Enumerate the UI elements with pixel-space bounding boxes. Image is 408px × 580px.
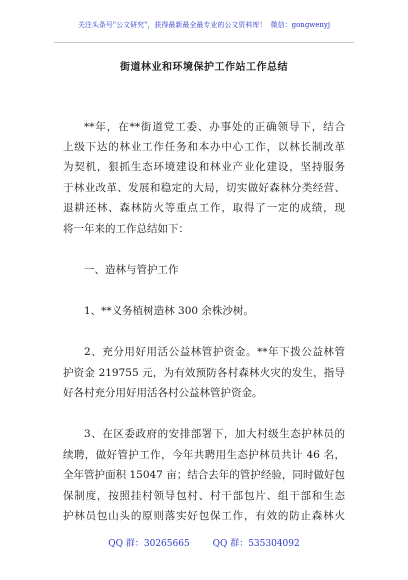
body-line: 护资金 219755 元，为有效预防各村森林火灾的发生，指导 xyxy=(63,367,345,379)
footer-qq-group-1: QQ 群：30265665 xyxy=(108,539,190,549)
body-line: 退耕还林、森林防火等重点工作，取得了一定的成绩，现 xyxy=(63,202,345,214)
body-line: 全年管护面积 15047 亩；结合去年的管护经验，同时做好包 xyxy=(63,469,345,481)
body-line: **年，在**街道党工委、办事处的正确领导下，结合 xyxy=(84,121,345,133)
body-line: 保制度，按照挂村领导包村、村干部包片、组干部和生态 xyxy=(63,490,345,502)
header-wechat-text: 微信：gongwenyj xyxy=(270,21,331,29)
body-line: 1、**义务植树造林 300 余株沙树。 xyxy=(84,305,254,317)
body-line: 为契机，狠抓生态环境建设和林业产业化建设，坚持服务 xyxy=(63,161,345,173)
body-line: 上级下达的林业工作任务和本办中心工作，以林长制改革 xyxy=(63,141,345,153)
body-line: 2、充分用好用活公益林管护资金。**年下拨公益林管 xyxy=(84,346,345,358)
footer-qq-group-2: QQ 群：535304092 xyxy=(212,539,300,549)
body-line: 3、在区委政府的安排部署下，加大村级生态护林员的 xyxy=(84,428,345,440)
header-follow-text: 关注头条号"公文研究"，获得最新最全最专业的公文资料库！ xyxy=(77,21,267,29)
footer-contact xyxy=(0,536,408,549)
section-heading: 一、造林与管护工作 xyxy=(84,264,179,276)
body-line: 于林业改革、发展和稳定的大局，切实做好森林分类经营、 xyxy=(63,182,345,194)
header-banner xyxy=(0,20,408,30)
body-line: 将一年来的工作总结如下： xyxy=(63,223,189,235)
header-divider xyxy=(54,42,354,43)
body-line: 好各村充分用好用活各村公益林管护资金。 xyxy=(63,387,263,399)
document-title: 街道林业和环境保护工作站工作总结 xyxy=(120,62,288,73)
body-line: 护林员包山头的原则落实好包保工作，有效的防止森林火 xyxy=(63,510,345,522)
body-line: 续聘，做好管护工作，今年共聘用生态护林员共计 46 名， xyxy=(63,449,345,461)
